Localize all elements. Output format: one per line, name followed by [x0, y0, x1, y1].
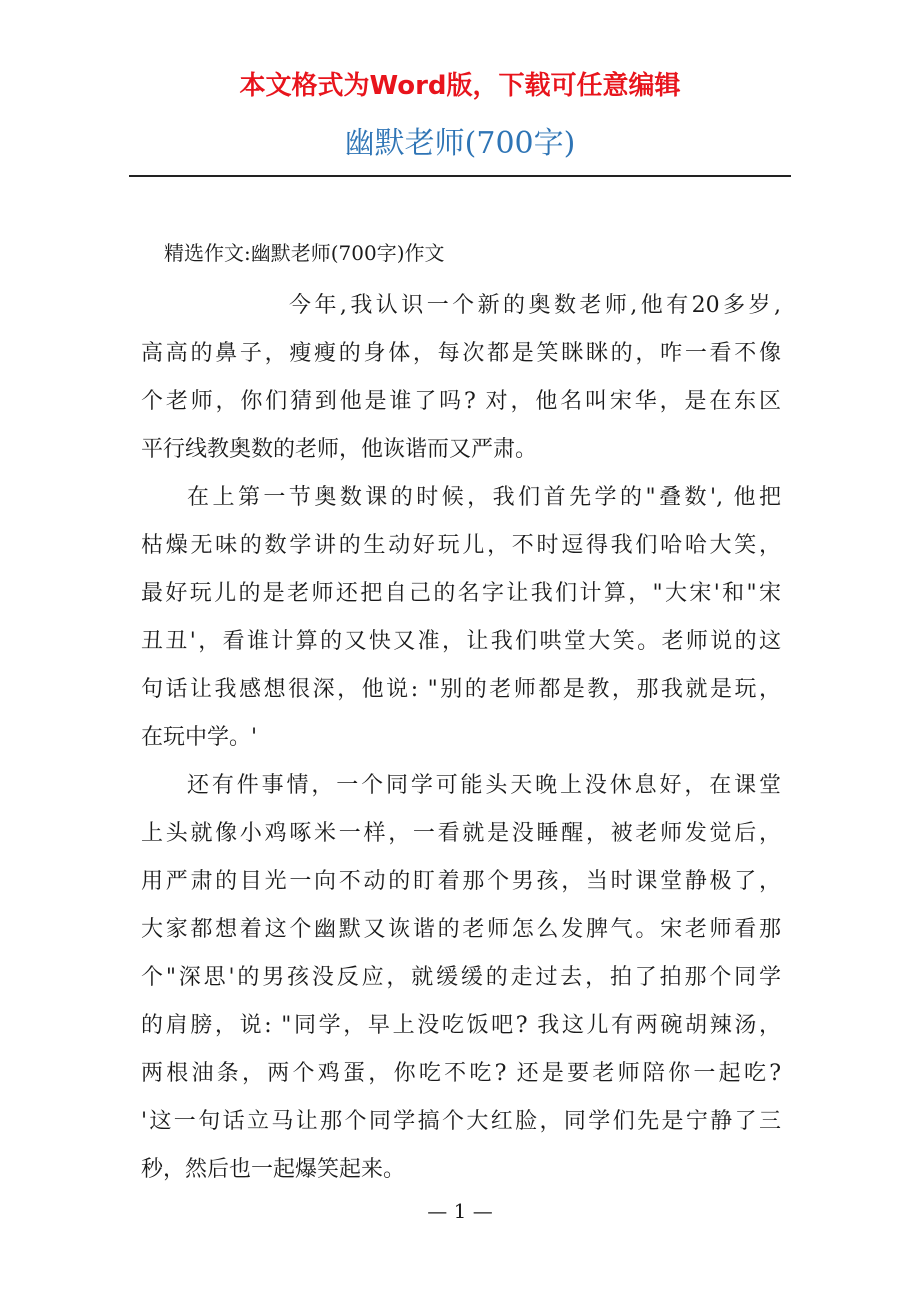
- text-line: 的肩膀，说: "同学，早上没吃饭吧? 我这儿有两碗胡辣汤，: [141, 1013, 781, 1038]
- paragraph-2: [141, 474, 781, 762]
- document-title: 幽默老师(700字): [344, 126, 576, 161]
- text-line: 在上第一节奥数课的时候，我们首先学的"叠数', 他把: [187, 485, 781, 510]
- text-line: 丑丑'，看谁计算的又快又准，让我们哄堂大笑。老师说的这: [141, 629, 781, 654]
- text-line: 个"深思'的男孩没反应，就缓缓的走过去，拍了拍那个同学: [141, 965, 781, 990]
- text-line: 两根油条，两个鸡蛋，你吃不吃? 还是要老师陪你一起吃?: [141, 1061, 781, 1086]
- text-line: 上头就像小鸡啄米一样，一看就是没睡醒，被老师发觉后，: [141, 821, 781, 846]
- text-line: 还有件事情，一个同学可能头天晚上没休息好，在课堂: [187, 773, 781, 798]
- text-line: 高高的鼻子，瘦瘦的身体，每次都是笑眯眯的，咋一看不像: [141, 341, 781, 366]
- paragraph-1: [141, 282, 781, 474]
- text-line: 秒，然后也一起爆笑起来。: [141, 1157, 406, 1182]
- text-line: '这一句话立马让那个同学搞个大红脸，同学们先是宁静了三: [141, 1109, 781, 1134]
- paragraph-3: [141, 762, 781, 1194]
- text-line: 大家都想着这个幽默又诙谐的老师怎么发脾气。宋老师看那: [141, 917, 781, 942]
- essay-body: [141, 282, 781, 1194]
- text-line: 最好玩儿的是老师还把自己的名字让我们计算，"大宋'和"宋: [141, 581, 781, 606]
- text-line: 平行线教奥数的老师，他诙谐而又严肃。: [141, 437, 538, 462]
- title-divider: [129, 175, 791, 177]
- text-line: 句话让我感想很深，他说: "别的老师都是教，那我就是玩，: [141, 677, 781, 702]
- text-line: 枯燥无味的数学讲的生动好玩儿，不时逗得我们哈哈大笑，: [141, 533, 781, 558]
- text-line: 在玩中学。': [141, 725, 258, 750]
- text-line: 个老师，你们猜到他是谁了吗? 对，他名叫宋华，是在东区: [141, 389, 781, 414]
- format-notice: 本文格式为Word版，下载可任意编辑: [239, 71, 681, 101]
- text-line: 今年,我认识一个新的奥数老师,他有20多岁,: [289, 293, 781, 318]
- page-number: — 1 —: [427, 1199, 493, 1223]
- essay-subtitle: 精选作文:幽默老师(700字)作文: [164, 241, 445, 265]
- text-line: 用严肃的目光一向不动的盯着那个男孩，当时课堂静极了，: [141, 869, 781, 894]
